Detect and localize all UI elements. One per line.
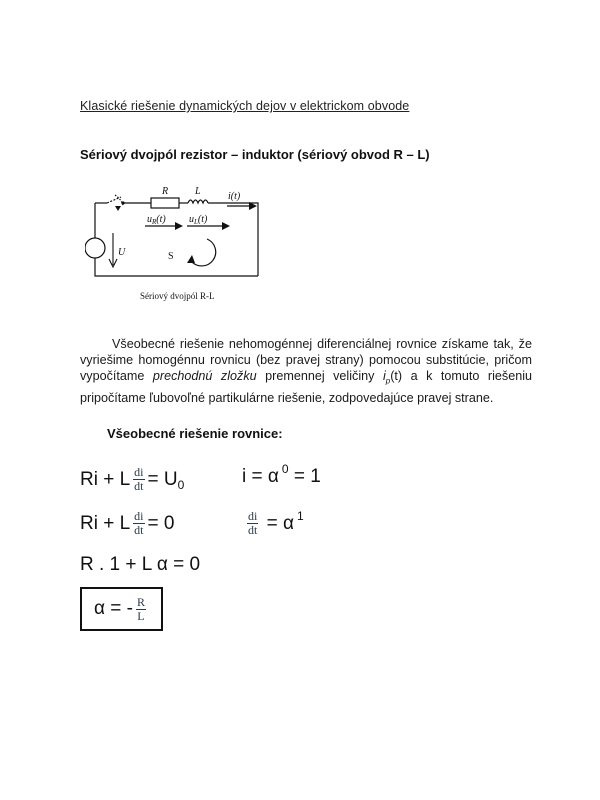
switch-arrow-icon: [115, 206, 121, 211]
resistor-symbol: [151, 198, 179, 208]
section-title: Sériový dvojpól rezistor – induktor (sériový obvod R – L): [80, 147, 430, 162]
voltage-arrow-icon: [175, 222, 183, 230]
document-title: Klasické riešenie dynamických dejov v elektrickom obvode: [80, 99, 410, 113]
equation-4: $\frac{di}{dt}$ = α 1: [248, 508, 304, 537]
loop-label: S: [168, 251, 174, 262]
equation-3: Ri + L $\frac{di}{dt}$ = 0: [80, 509, 175, 537]
wire-top-right: [208, 203, 258, 276]
current-label: i(t): [228, 191, 241, 202]
switch-symbol: [107, 197, 121, 203]
emphasis-term: prechodnú zložku: [152, 369, 257, 384]
figure-caption: Sériový dvojpól R-L: [140, 291, 215, 301]
source-voltage-label: U: [118, 247, 126, 258]
wire-bottom: [95, 258, 258, 276]
circuit-diagram: [85, 183, 270, 308]
loop-arrow-icon: [191, 239, 216, 266]
fraction-di-dt: $\frac{di}{dt}$: [134, 509, 144, 537]
body-paragraph: Všeobecné riešenie nehomogénnej diferenciálnej rovnice získame tak, že vyriešime homogénnu rovnicu (bez pravej strany) pomocou substitúcie, pričom vypočítame prechodnú zložku premennej veličiny $i_p(t)$ a k tomuto riešeniu pripočítame ľubovoľné partikulárne riešenie, zodpovedajúce pravej strane.: [80, 337, 533, 406]
fraction-di-dt: $\frac{di}{dt}$: [248, 509, 258, 537]
equation-5: R . 1 + L α = 0: [80, 554, 201, 575]
inductor-label: L: [195, 186, 201, 197]
voltage-inductor-label: $u_L(t)$: [189, 214, 208, 226]
voltage-source-symbol: [85, 238, 105, 258]
inductor-symbol: [188, 200, 208, 203]
resistor-label: R: [162, 186, 169, 197]
equation-2: i = α 0 = 1: [242, 462, 321, 487]
fraction-r-over-l: $\frac{R}{L}$: [136, 594, 145, 623]
fraction-di-dt: $\frac{di}{dt}$: [134, 465, 144, 493]
voltage-arrow-icon: [222, 222, 230, 230]
voltage-resistor-label: $u_R(t)$: [147, 214, 166, 226]
result-box: α = - $\frac{R}{L}$: [80, 587, 163, 631]
variable-ip: $i_p$: [382, 369, 391, 386]
equation-1: Ri + L $\frac{di}{dt}$ = U 0: [80, 465, 185, 493]
subsection-title: Všeobecné riešenie rovnice:: [107, 426, 283, 441]
